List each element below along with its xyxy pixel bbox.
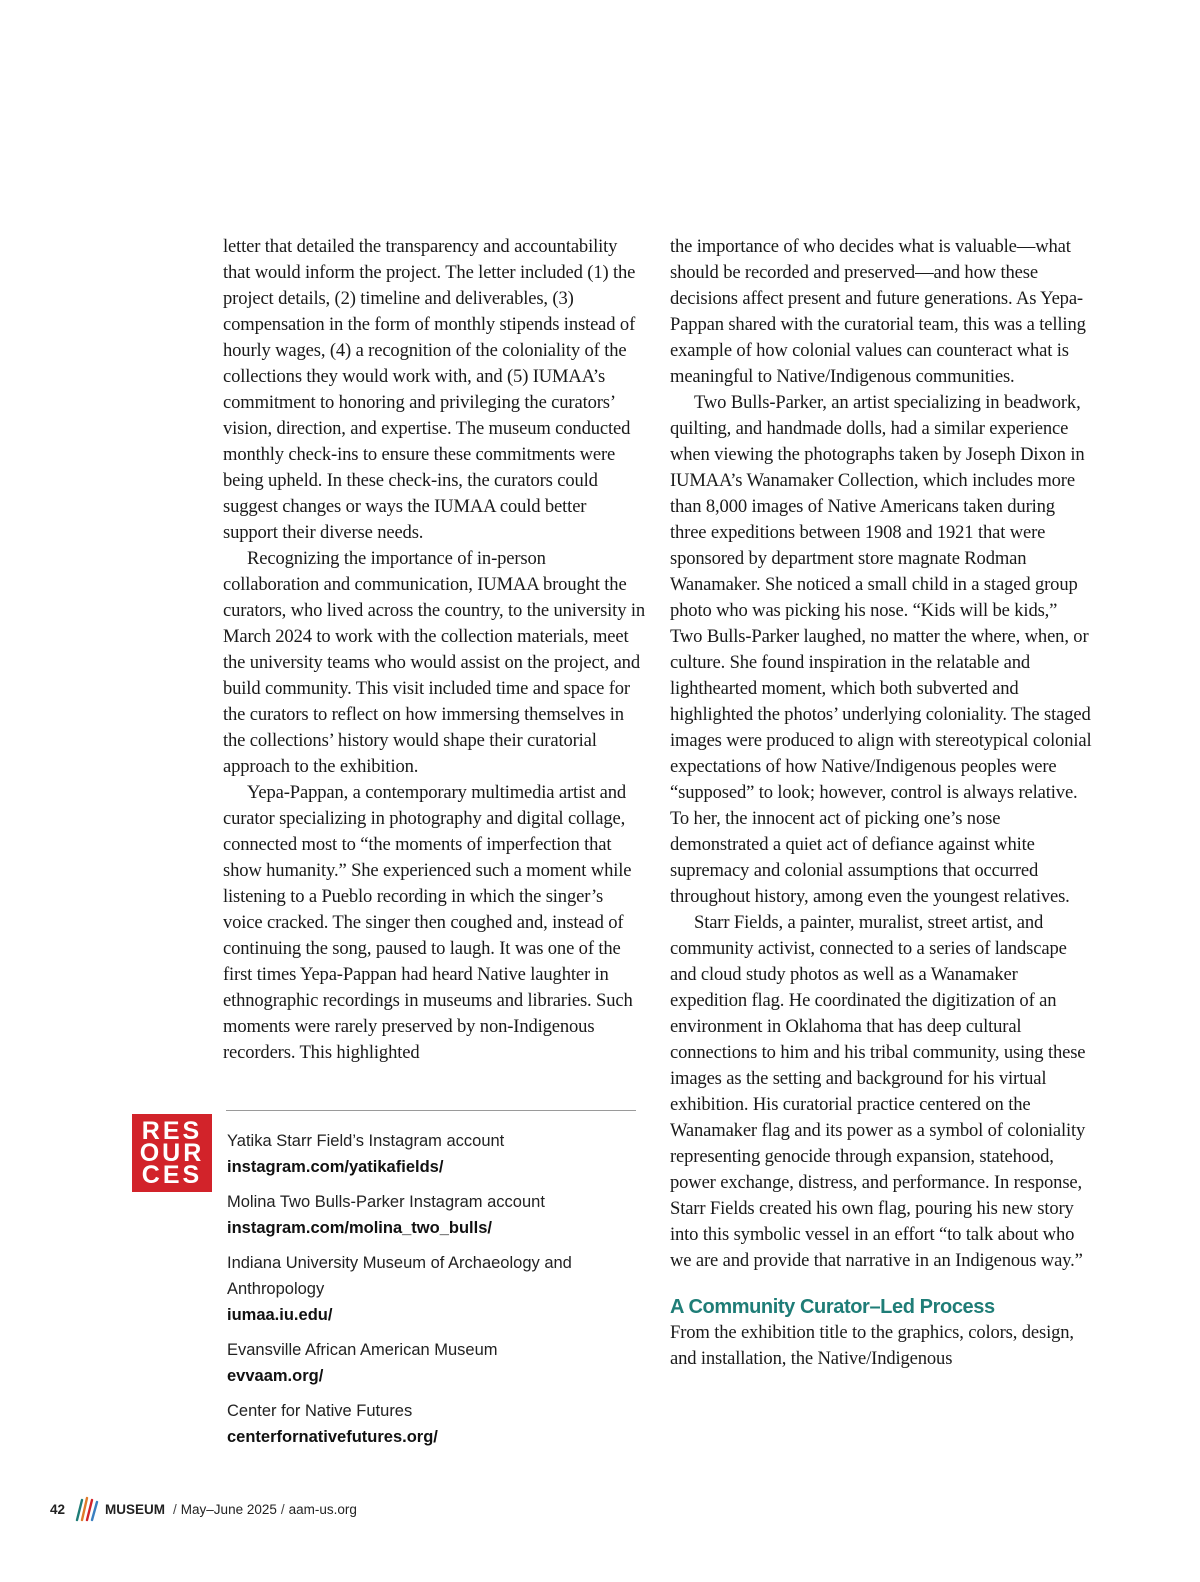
resource-name: Yatika Starr Field’s Instagram account [227,1132,505,1150]
issue-date: May–June 2025 [180,1501,277,1517]
resource-item [227,1128,637,1180]
badge-line: OUR [139,1139,205,1167]
page-footer [50,1494,357,1524]
body-paragraph: the importance of who decides what is valuable—what should be recorded and preserved—and how these decisions affect present and future generations. As Yepa-Pappan shared with the curatorial team, this was a telling example of how colonial values can counteract what is meaningful to Native/Indigenous communities. [670,236,1086,387]
body-paragraph: Two Bulls-Parker, an artist specializing in beadwork, quilting, and handmade dolls, had a similar experience when viewing the photographs taken by Joseph Dixon in IUMAA’s Wanamaker Collection, which includes more than 8,000 images of Native Americans taken during three expeditions between 1908 and 1921 that were sponsored by department store magnate Rodman Wanamaker. She noticed a small child in a staged group photo who was picking his nose. “Kids will be kids,” Two Bulls-Parker laughed, no matter the where, when, or culture. She found inspiration in the relatable and lighthearted moment, which both subverted and highlighted the photos’ underlying coloniality. The staged images were produced to align with stereotypical colonial expectations of how Native/Indigenous peoples were “supposed” to look; however, control is always relative. To her, the innocent act of picking one’s nose demonstrated a quiet act of defiance against white supremacy and colonial assumptions that occurred throughout history, among even the youngest relatives. [670,392,1092,907]
resource-link[interactable]: instagram.com/yatikafields/ [227,1158,444,1176]
resource-link[interactable]: instagram.com/molina_two_bulls/ [227,1219,492,1237]
resource-item [227,1398,637,1450]
separator: / [173,1501,177,1517]
resource-name: Evansville African American Museum [227,1341,498,1359]
body-paragraph: From the exhibition title to the graphics, colors, design, and installation, the Native/Indigenous [670,1322,1074,1369]
right-column [670,234,1092,1372]
body-paragraph: letter that detailed the transparency and accountability that would inform the project. The letter included (1) the project details, (2) timeline and deliverables, (3) compensation in the form of monthly stipends instead of hourly wages, (4) a recognition of the coloniality of the collections they would work with, and (5) IUMAA’s commitment to honoring and privileging the curators’ vision, direction, and expertise. The museum conducted monthly check-ins to ensure these commitments were being upheld. In these check-ins, the curators could suggest changes or ways the IUMAA could better support their diverse needs. [223,236,636,543]
resource-item [227,1250,637,1328]
resources-list [227,1128,637,1459]
body-paragraph: Starr Fields, a painter, muralist, street artist, and community activist, connected to a series of landscape and cloud study photos as well as a Wanamaker expedition flag. He coordinated the digitization of an environment in Oklahoma that has deep cultural connections to him and his tribal community, using these images as the setting and background for his virtual exhibition. His curatorial practice centered on the Wanamaker flag and its power as a symbol of coloniality representing genocide through expansion, statehood, power exchange, distress, and performance. In response, Starr Fields created his own flag, pouring his new story into this symbolic vessel in an effort “to talk about who we are and provide that narrative in an Indigenous way.” [670,912,1086,1271]
resource-name: Molina Two Bulls-Parker Instagram account [227,1193,545,1211]
badge-line: CES [141,1161,203,1189]
resource-link[interactable]: iumaa.iu.edu/ [227,1306,333,1324]
section-subheading: A Community Curator–Led Process [670,1296,995,1318]
body-paragraph: Recognizing the importance of in-person collaboration and communication, IUMAA brought the curators, who lived across the country, to the university in March 2024 to work with the collection materials, meet the university teams who would assist on the project, and build community. This visit included time and space for the curators to reflect on how immersing themselves in the collections’ history would shape their curatorial approach to the exhibition. [223,548,645,777]
resource-link[interactable]: evvaam.org/ [227,1367,324,1385]
resource-item [227,1337,637,1389]
divider [226,1110,636,1111]
magazine-title: MUSEUM [105,1501,166,1517]
museum-logo-icon [73,1494,99,1524]
left-column [223,234,645,1066]
badge-line: RES [141,1117,203,1145]
resources-badge [132,1114,212,1192]
website-link[interactable]: aam-us.org [288,1501,357,1517]
page-number: 42 [50,1501,66,1517]
body-paragraph: Yepa-Pappan, a contemporary multimedia artist and curator specializing in photography and digital collage, connected most to “the moments of imperfection that show humanity.” She experienced such a moment while listening to a Pueblo recording in which the singer’s voice cracked. The singer then coughed and, instead of continuing the song, paused to laugh. It was one of the first times Yepa-Pappan had heard Native laughter in ethnographic recordings in museums and libraries. Such moments were rarely preserved by non-Indigenous recorders. This highlighted [223,782,633,1063]
resource-item [227,1189,637,1241]
resource-link[interactable]: centerfornativefutures.org/ [227,1428,438,1446]
separator: / [280,1501,285,1517]
resource-name: Indiana University Museum of Archaeology and Anthropology [227,1254,572,1298]
resource-name: Center for Native Futures [227,1402,413,1420]
